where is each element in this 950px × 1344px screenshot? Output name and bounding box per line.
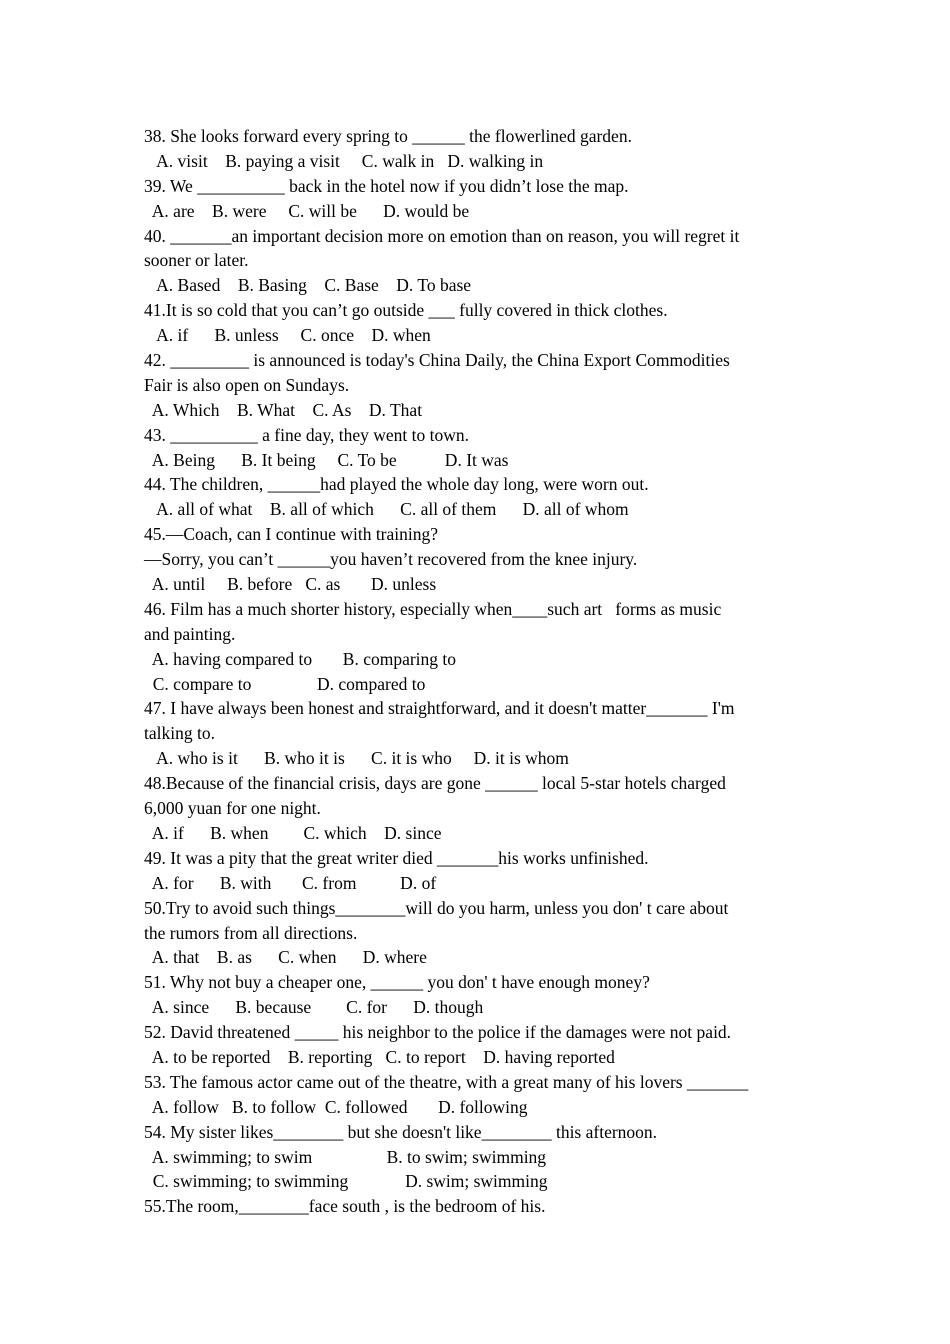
options-54-ab: A. swimming; to swim B. to swim; swimming <box>144 1146 547 1167</box>
options-44: A. all of what B. all of which C. all of them D. all of whom <box>144 499 629 520</box>
options-40: A. Based B. Basing C. Base D. To base <box>144 275 472 296</box>
question-47-cont: talking to. <box>144 723 215 744</box>
question-54: 54. My sister likes________ but she doesn't like________ this afternoon. <box>144 1121 658 1142</box>
question-52: 52. David threatened _____ his neighbor to the police if the damages were not paid. <box>144 1022 732 1043</box>
options-54-cd: C. swimming; to swimming D. swim; swimming <box>144 1171 548 1192</box>
options-52: A. to be reported B. reporting C. to report D. having reported <box>144 1046 615 1067</box>
question-38: 38. She looks forward every spring to ______ the flowerlined garden. <box>144 126 632 146</box>
question-46: 46. Film has a much shorter history, especially when____such art forms as music <box>144 598 722 619</box>
question-42-cont: Fair is also open on Sundays. <box>144 374 350 395</box>
options-38: A. visit B. paying a visit C. walk in D. walking in <box>144 150 544 171</box>
options-46-cd: C. compare to D. compared to <box>144 673 426 694</box>
question-48: 48.Because of the financial crisis, days are gone ______ local 5-star hotels charged <box>144 773 726 794</box>
question-45: 45.—Coach, can I continue with training? <box>144 524 439 545</box>
options-50: A. that B. as C. when D. where <box>144 947 427 968</box>
options-41: A. if B. unless C. once D. when <box>144 325 431 346</box>
question-50: 50.Try to avoid such things________will do you harm, unless you don' t care about <box>144 897 729 918</box>
question-39: 39. We __________ back in the hotel now if you didn’t lose the map. <box>144 175 629 196</box>
question-42: 42. _________ is announced is today's China Daily, the China Export Commodities <box>144 350 730 371</box>
options-53: A. follow B. to follow C. followed D. following <box>144 1096 528 1117</box>
options-46-ab: A. having compared to B. comparing to <box>144 648 457 669</box>
question-43: 43. __________ a fine day, they went to town. <box>144 424 469 445</box>
question-49: 49. It was a pity that the great writer died _______his works unfinished. <box>144 847 649 868</box>
options-51: A. since B. because C. for D. though <box>144 997 484 1018</box>
question-46-cont: and painting. <box>144 623 236 644</box>
question-41: 41.It is so cold that you can’t go outside ___ fully covered in thick clothes. <box>144 300 668 321</box>
question-55: 55.The room,________face south , is the bedroom of his. <box>144 1196 546 1217</box>
options-39: A. are B. were C. will be D. would be <box>144 200 470 221</box>
question-50-cont: the rumors from all directions. <box>144 922 358 943</box>
question-47: 47. I have always been honest and straightforward, and it doesn't matter_______ I'm <box>144 698 735 719</box>
question-51: 51. Why not buy a cheaper one, ______ you don' t have enough money? <box>144 972 650 993</box>
question-44: 44. The children, ______had played the whole day long, were worn out. <box>144 474 649 495</box>
question-40: 40. _______an important decision more on emotion than on reason, you will regret it <box>144 225 740 246</box>
question-45-cont: —Sorry, you can’t ______you haven’t recovered from the knee injury. <box>144 549 638 570</box>
options-48: A. if B. when C. which D. since <box>144 822 442 843</box>
question-48-cont: 6,000 yuan for one night. <box>144 798 321 819</box>
options-47: A. who is it B. who it is C. it is who D. it is whom <box>144 748 569 769</box>
options-45: A. until B. before C. as D. unless <box>144 574 437 595</box>
options-49: A. for B. with C. from D. of <box>144 872 437 893</box>
exam-page <box>144 124 824 1219</box>
question-53: 53. The famous actor came out of the theatre, with a great many of his lovers _______ <box>144 1071 749 1092</box>
options-43: A. Being B. It being C. To be D. It was <box>144 449 509 470</box>
question-40-cont: sooner or later. <box>144 250 249 271</box>
options-42: A. Which B. What C. As D. That <box>144 399 423 420</box>
